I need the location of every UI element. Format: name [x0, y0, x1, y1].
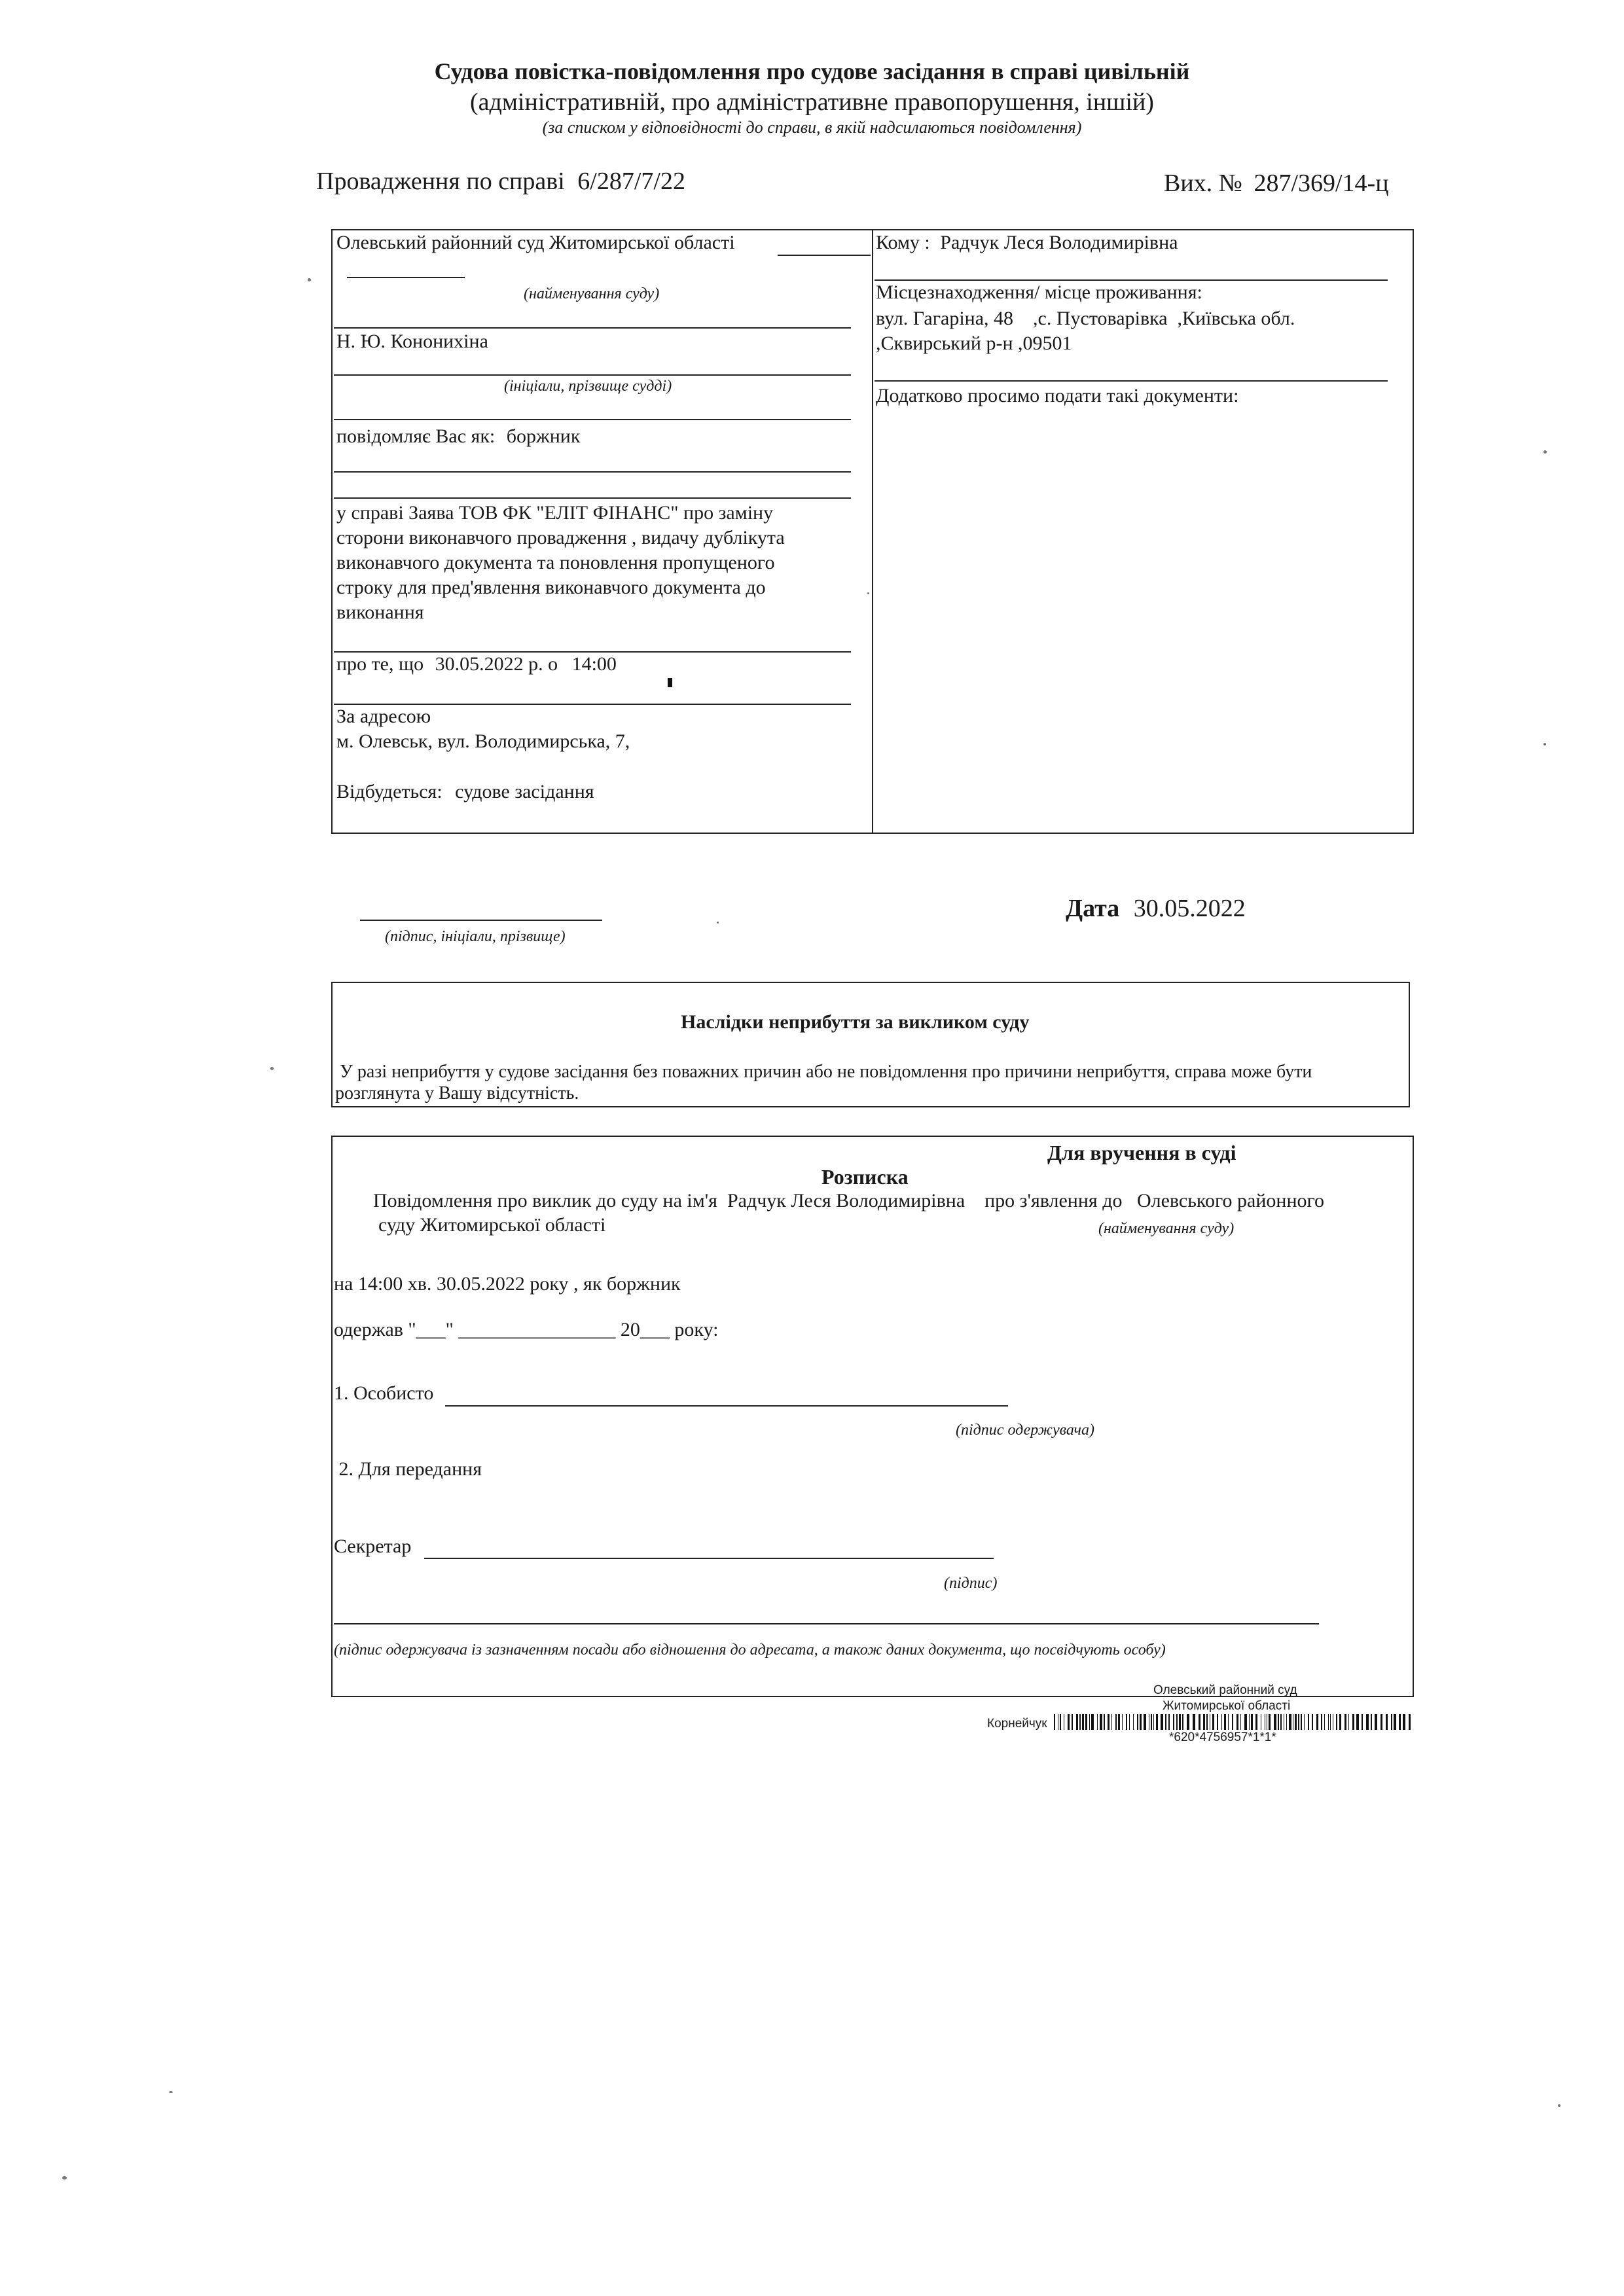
barcode-bar: [1278, 1714, 1279, 1730]
date-label: Дата: [1066, 895, 1120, 922]
judge-name: Н. Ю. Кононихіна: [336, 331, 488, 352]
barcode-bar: [1286, 1714, 1287, 1730]
secretary-sign-caption: (підпис): [944, 1575, 998, 1592]
recipient-sign-caption: (підпис одержувача): [956, 1422, 1094, 1439]
judge-line: [334, 374, 851, 376]
recipient-line: [876, 232, 1178, 254]
barcode-bar: [1079, 1714, 1081, 1730]
scan-speck: [62, 2176, 67, 2179]
barcode-bar: [1336, 1714, 1337, 1730]
barcode-bar: [1091, 1714, 1094, 1730]
court-name-line-tail: [778, 255, 871, 256]
delivery-label: Для вручення в суді: [1047, 1141, 1236, 1164]
to-label: Кому :: [876, 232, 930, 253]
barcode-bar: [1269, 1714, 1271, 1730]
role-value: боржник: [506, 425, 581, 447]
barcode-bar: [1165, 1714, 1166, 1730]
barcode-bar: [1298, 1714, 1299, 1730]
barcode-bar: [1251, 1714, 1253, 1730]
barcode-bar: [1151, 1714, 1152, 1730]
barcode-bar: [1100, 1714, 1102, 1730]
barcode-bar: [1137, 1714, 1138, 1730]
barcode-bar: [1409, 1714, 1411, 1730]
court-name-line-2: [347, 277, 465, 278]
scan-speck: [1558, 2104, 1561, 2107]
case-line: виконавчого документа та поновлення пропущеного: [336, 552, 775, 573]
clerk-name: Корнейчук: [987, 1717, 1047, 1731]
address-value: м. Олевськ, вул. Володимирська, 7,: [336, 730, 630, 752]
barcode-bar: [1140, 1714, 1142, 1730]
barcode-bar: [1328, 1714, 1329, 1730]
location-label: Місцезнаходження/ місце проживання:: [876, 281, 1202, 303]
receipt-footer-line: [334, 1623, 1319, 1624]
barcode-bar: [1280, 1714, 1282, 1730]
consequences-title: Наслідки неприбуття за викликом суду: [681, 1011, 1030, 1033]
barcode-bar: [1182, 1714, 1183, 1730]
barcode-bar: [1199, 1714, 1200, 1730]
signature-line: [360, 920, 602, 921]
secretary-sign-line: [424, 1558, 994, 1559]
role-line-2: [334, 497, 851, 499]
address-label: За адресою: [336, 706, 431, 727]
barcode-bar: [1249, 1714, 1250, 1730]
receipt-time-line: на 14:00 хв. 30.05.2022 року , як боржник: [334, 1273, 681, 1295]
signed-date: [1066, 894, 1246, 923]
barcode-bar: [1076, 1714, 1078, 1730]
scan-speck: [1543, 450, 1547, 454]
barcode-bar: [1399, 1714, 1401, 1730]
barcode-bar: [1133, 1714, 1134, 1730]
barcode-bar: [1375, 1714, 1377, 1730]
proceeding-line: [316, 167, 685, 196]
case-line: строку для пред'явлення виконавчого документа до: [336, 577, 766, 598]
role-line: [336, 425, 580, 448]
transfer-label: 2. Для передання: [334, 1458, 482, 1480]
role-line-1: [334, 471, 851, 473]
barcode-bar: [1394, 1714, 1396, 1730]
scan-speck: [867, 592, 869, 594]
barcode-bar: [1193, 1714, 1195, 1730]
barcode-bar: [1068, 1714, 1070, 1730]
receipt-notice-2: суду Житомирської області: [378, 1214, 606, 1236]
hearing-date-line: [336, 653, 617, 675]
address-rule: [875, 380, 1388, 382]
court-caption-line: [334, 327, 851, 329]
case-description: [336, 501, 860, 625]
ink-mark: [668, 678, 672, 687]
event-value: судове засідання: [455, 781, 594, 802]
barcode-bar: [1308, 1714, 1309, 1730]
panel-divider: [872, 229, 873, 834]
barcode-bar: [1161, 1714, 1163, 1730]
date-value: 30.05.2022 р. о: [435, 653, 558, 675]
barcode-bar: [1173, 1714, 1174, 1730]
judge-caption: (ініціали, прізвище судді): [504, 378, 672, 395]
barcode-bar: [1240, 1714, 1241, 1730]
barcode-bar: [1115, 1714, 1117, 1730]
barcode-bar: [1176, 1714, 1178, 1730]
outgoing-line: [1164, 169, 1389, 198]
secretary-label: Секретар: [334, 1535, 412, 1557]
barcode-text: *620*4756957*1*1*: [1169, 1731, 1276, 1744]
judge-caption-line: [334, 419, 851, 420]
recipient-line-rule: [875, 279, 1388, 281]
recipient-address-2: ,Сквирський р-н ,09501: [876, 332, 1072, 354]
scan-speck: [1543, 743, 1546, 745]
document-note: (за списком у відповідності до справи, в якій надсилаються повідомлення): [542, 118, 1082, 137]
scan-speck: [717, 922, 719, 924]
barcode-bar: [1206, 1714, 1208, 1730]
barcode-bar: [1126, 1714, 1127, 1730]
proceeding-number: 6/287/7/22: [577, 168, 685, 195]
barcode-bar: [1316, 1714, 1318, 1730]
outgoing-label: Вих. №: [1164, 170, 1242, 197]
receipt-title: Розписка: [821, 1165, 909, 1189]
time-value: 14:00: [571, 653, 617, 675]
barcode-bar: [1122, 1714, 1123, 1730]
case-line: виконання: [336, 601, 424, 623]
personally-sign-line: [445, 1405, 1008, 1407]
barcode-bar: [1301, 1714, 1302, 1730]
court-caption: (найменування суду): [524, 285, 660, 302]
barcode-bar: [1203, 1714, 1205, 1730]
barcode-bar: [1153, 1714, 1154, 1730]
barcode-bar: [1344, 1714, 1346, 1730]
barcode-bar: [1356, 1714, 1359, 1730]
barcode-bar: [1111, 1714, 1112, 1730]
barcode-bar: [1054, 1714, 1055, 1730]
barcode-bar: [1129, 1714, 1130, 1730]
scan-speck: [270, 1067, 274, 1070]
barcode-bar: [1118, 1714, 1120, 1730]
consequences-text-2: розглянута у Вашу відсутність.: [335, 1083, 579, 1103]
event-line: [336, 781, 594, 803]
date-line: [334, 704, 851, 705]
role-label: повідомляє Вас як:: [336, 425, 496, 447]
scan-speck: [169, 2091, 173, 2093]
recipient-address-1: вул. Гагаріна, 48 ,с. Пустоварівка ,Київська обл.: [876, 308, 1295, 329]
barcode-bar: [1097, 1714, 1098, 1730]
personally-label: 1. Особисто: [334, 1382, 434, 1404]
barcode-bar: [1289, 1714, 1291, 1730]
barcode-bar: [1380, 1714, 1382, 1730]
barcode-bar: [1391, 1714, 1392, 1730]
scan-speck: [308, 278, 311, 281]
outgoing-number: 287/369/14-ц: [1254, 170, 1389, 197]
extra-docs-label: Додатково просимо подати такі документи:: [876, 385, 1239, 406]
barcode-bar: [1295, 1714, 1297, 1730]
barcode-bar: [1403, 1714, 1405, 1730]
barcode-bar: [1085, 1714, 1087, 1730]
date-label: про те, що: [336, 653, 424, 675]
case-line: сторони виконавчого провадження , видачу дублікута: [336, 527, 785, 548]
barcode-bar: [1232, 1714, 1233, 1730]
barcode-bar: [1274, 1714, 1276, 1730]
barcode-bar: [1168, 1714, 1170, 1730]
barcode-bar: [1060, 1714, 1061, 1730]
barcode-bar: [1371, 1714, 1372, 1730]
barcode-bar: [1386, 1714, 1388, 1730]
barcode-bar: [1352, 1714, 1354, 1730]
barcode-bar: [1072, 1714, 1073, 1730]
barcode-bar: [1339, 1714, 1341, 1730]
consequences-text-1: У разі неприбуття у судове засідання без поважних причин або не повідомлення про причини неприбуття, справа може бути: [335, 1062, 1312, 1082]
barcode-bar: [1362, 1714, 1363, 1730]
barcode-bar: [1217, 1714, 1218, 1730]
barcode-bar: [1324, 1714, 1325, 1730]
receipt-notice-1: Повідомлення про виклик до суду на ім'я Радчук Леся Володимирівна про з'явлення до Олевського районного: [373, 1190, 1325, 1211]
to-name: Радчук Леся Володимирівна: [940, 232, 1178, 253]
barcode-bar: [1348, 1714, 1349, 1730]
receipt-footer-note: (підпис одержувача із зазначенням посади або відношення до адресата, а також даних документа, що посвідчують особу): [334, 1641, 1166, 1659]
barcode-bar: [1108, 1714, 1110, 1730]
barcode-bar: [1236, 1714, 1238, 1730]
case-bottom-line: [334, 651, 851, 653]
document-subtitle: (адміністративній, про адміністративне правопорушення, іншій): [470, 88, 1154, 116]
barcode-bar: [1082, 1714, 1084, 1730]
receipt-court-caption: (найменування суду): [1098, 1220, 1235, 1237]
barcode-bar: [1221, 1714, 1222, 1730]
barcode-bar: [1187, 1714, 1189, 1730]
date-value: 30.05.2022: [1133, 895, 1246, 922]
event-label: Відбудеться:: [336, 781, 442, 802]
stamp-court-line-2: Житомирської області: [1163, 1699, 1291, 1713]
barcode-bar: [1321, 1714, 1322, 1730]
barcode-bar: [1156, 1714, 1158, 1730]
case-line: у справі Заява ТОВ ФК "ЕЛІТ ФІНАНС" про заміну: [336, 502, 774, 524]
barcode: [1054, 1714, 1413, 1730]
barcode-bar: [1179, 1714, 1181, 1730]
stamp-court-line-1: Олевський районний суд: [1153, 1683, 1297, 1697]
barcode-bar: [1255, 1714, 1257, 1730]
barcode-bar: [1312, 1714, 1313, 1730]
barcode-bar: [1144, 1714, 1146, 1730]
barcode-bar: [1366, 1714, 1369, 1730]
signature-caption: (підпис, ініціали, прізвище): [385, 928, 566, 945]
court-name: Олевський районний суд Житомирської області: [336, 232, 735, 253]
barcode-bar: [1089, 1714, 1090, 1730]
received-line: одержав "___" ________________ 20___ року:: [334, 1319, 719, 1340]
barcode-bar: [1330, 1714, 1331, 1730]
barcode-bar: [1224, 1714, 1226, 1730]
barcode-bar: [1212, 1714, 1214, 1730]
document-title: Судова повістка-повідомлення про судове засідання в справі цивільній: [434, 58, 1190, 84]
barcode-bar: [1228, 1714, 1229, 1730]
proceeding-label: Провадження по справі: [316, 168, 565, 195]
barcode-bar: [1104, 1714, 1105, 1730]
barcode-bar: [1304, 1714, 1305, 1730]
barcode-bar: [1244, 1714, 1247, 1730]
